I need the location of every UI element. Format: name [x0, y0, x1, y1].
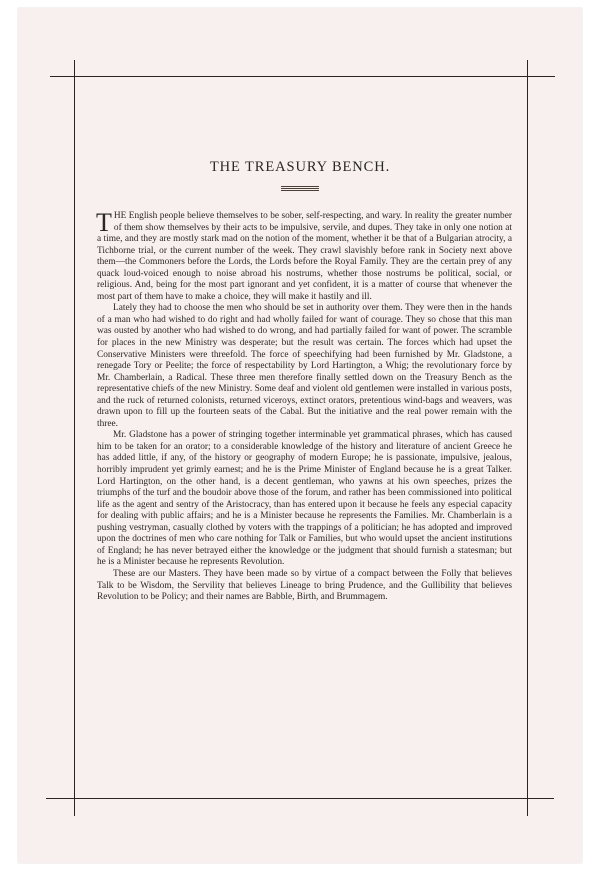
drop-cap: T: [96, 208, 112, 237]
bottom-border-rule: [46, 798, 554, 799]
paragraph: Mr. Gladstone has a power of stringing together interminable yet grammatical phrases, which has caused him to be taken for an orator; to a considerable knowledge of the history and literature of ancient Greece he has added little, if any, of the history or geography of modern Europe; he is passionate, impulsive, jealous, horribly imprudent yet grimly earnest; and he is the Prime Minister of England because he is a great Talker. Lord Hartington, on the other hand, is a decent gentleman, who yawns at his own speeches, prizes the triumphs of the turf and the boudoir above those of the forum, and rather has been commissioned into political life as the agent and sentry of the Aristocracy, than has entered upon it because he feels any especial capacity for dealing with public affairs; and he is a Minister because he represents the Families. Mr. Chamberlain is a pushing vestryman, casually clothed by voters with the trappings of a politician; he has adopted and improved upon the doctrines of men who care nothing for Talk or Families, but who would upset the ancient institutions of England; he has never betrayed either the knowledge or the judgment that should furnish a statesman; but he is a Minister because he represents Revolution.: [97, 430, 512, 568]
paragraph: These are our Masters. They have been made so by virtue of a compact between the Folly that believes Talk to be Wisdom, the Servility that believes Lineage to bring Prudence, and the Gullibility that believes Revolution to be Policy; and their names are Babble, Birth, and Brummagem.: [97, 568, 512, 603]
paragraph: Lately they had to choose the men who should be set in authority over them. They were then in the hands of a man who had wished to do right and had wholly failed for want of courage. They so chose that this man was ousted by another who had wished to do wrong, and had partially failed for want of power. The scramble for places in the new Ministry was desperate; but the result was certain. The forces which had upset the Conservative Ministers were threefold. The force of speechifying had been furnished by Mr. Gladstone, a renegade Tory or Peelite; the force of respectability by Lord Hartington, a Whig; the revolutionary force by Mr. Chamberlain, a Radical. These three men therefore finally settled down on the Treasury Bench as the representative chiefs of the new Ministry. Some deaf and violent old gentlemen were installed in various posts, and the ruck of returned colonists, returned viceroys, extinct orators, pretentious wind-bags and weavers, was drawn upon to fill up the fourteen seats of the Cabal. But the initiative and the real power remain with the three.: [97, 303, 512, 429]
title-separator: [281, 186, 319, 191]
page-title: THE TREASURY BENCH.: [209, 159, 391, 175]
body-text: [96, 208, 512, 604]
top-border-rule: [50, 76, 555, 77]
paragraph-text: HE English people believe themselves to be sober, self-respecting, and wary. In reality the greater number of them show themselves by their acts to be impulsive, servile, and dupes. They take in only one notion at a time, and they are mostly stark mad on the notion of the moment, whether it be that of a Bulgarian atrocity, a Tichborne trial, or the current number of the week. They crawl slavishly before rank in Society next above them—the Commoners before the Lords, the Lords before the Royal Family. They are the certain prey of any quack loud-voiced enough to noise abroad his nostrums, whether those nostrums be political, social, or religious. And, being for the most part ignorant and yet confident, it is a matter of course that whenever the most part of them have to make a choice, they will make it hastily and ill.: [97, 211, 512, 302]
paragraph: [96, 208, 512, 303]
